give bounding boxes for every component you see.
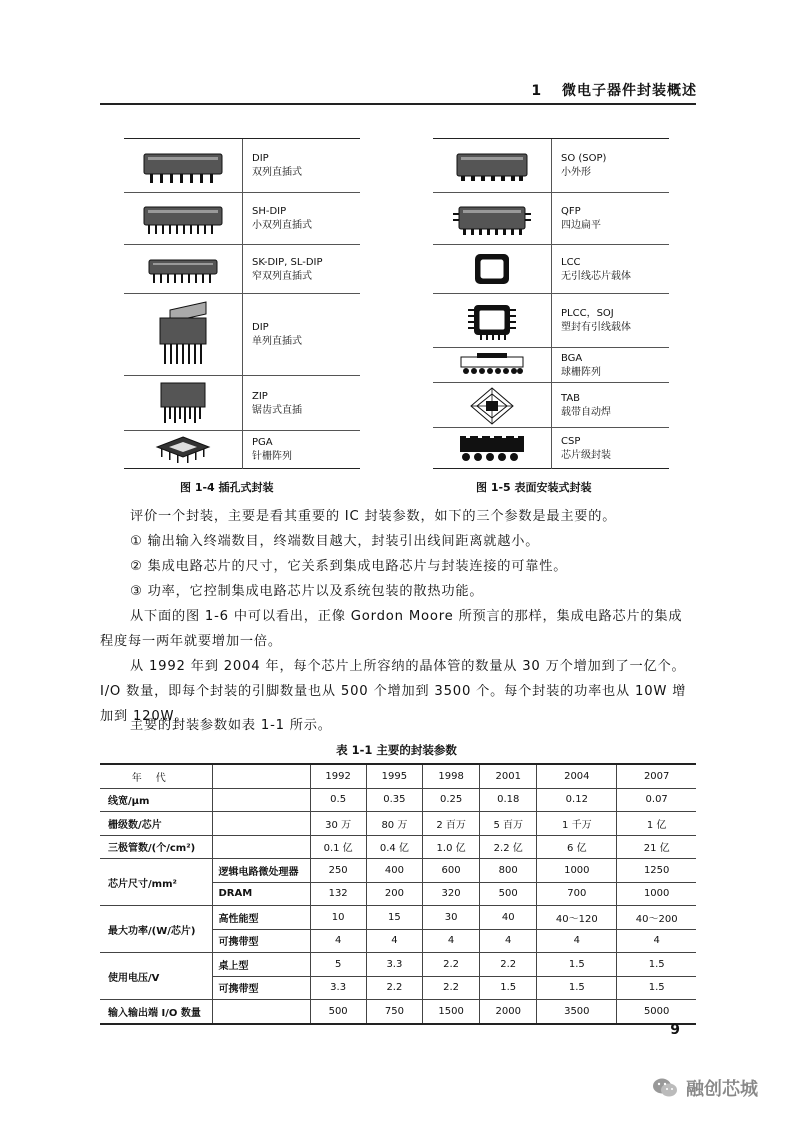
table-cell: 0.4 亿 [366,835,422,859]
row-sublabel: DRAM [212,882,310,906]
package-name: BGA [561,352,583,364]
table-cell: 4 [310,929,366,953]
package-name: CSP [561,435,581,447]
dip-chip-icon [124,139,243,192]
table-cell: 0.25 [423,788,480,812]
sip-chip-icon [124,294,243,376]
package-desc: 窄双列直插式 [252,270,312,282]
package-name: TAB [561,392,581,404]
body-paragraph: I/O 数量，即每个封装的引脚数量也从 500 个增加到 3500 个。每个封装的功率也从 10W 增 [100,684,687,699]
watermark [652,1075,758,1101]
package-desc: 球栅阵列 [561,366,601,378]
row-sublabel: 高性能型 [212,906,310,930]
package-row [433,347,669,383]
table-cell: 320 [423,882,480,906]
table-cell: 0.07 [617,788,696,812]
wechat-icon [652,1077,678,1099]
plcc-chip-icon [433,294,552,348]
package-parameters-table [100,763,696,1025]
row-label: 芯片尺寸/mm² [100,859,212,906]
table-cell: 250 [310,859,366,883]
table-cell: 2000 [480,1000,537,1024]
table-cell: 800 [480,859,537,883]
table-row [100,859,696,883]
package-desc: 四边扁平 [561,220,601,231]
package-row [124,375,360,431]
chapter-number: 1 [531,83,543,99]
package-row [433,427,669,469]
year-header: 2007 [617,764,696,788]
table-cell: 3.3 [366,953,422,977]
body-paragraph: 程度每一两年就要增加一倍。 [100,634,282,649]
package-desc: 载带自动焊 [561,406,611,418]
table-cell: 1.0 亿 [423,835,480,859]
package-desc: 芯片级封装 [561,449,611,461]
sop-chip-icon [433,139,552,192]
chapter-title: 微电子器件封装概述 [562,83,697,99]
table-cell: 0.5 [310,788,366,812]
table-cell: 15 [366,906,422,930]
header-blank [212,764,310,788]
year-header: 2004 [537,764,617,788]
table-cell: 3500 [537,1000,617,1024]
table-cell: 600 [423,859,480,883]
table-cell: 6 亿 [537,835,617,859]
table-cell: 750 [366,1000,422,1024]
sh-dip-chip-icon [124,193,243,245]
table-row [100,788,696,812]
table-cell: 4 [617,929,696,953]
row-label: 输入输出端 I/O 数量 [100,1000,212,1024]
table-cell: 1.5 [617,953,696,977]
running-header [531,80,697,100]
package-row [124,430,360,469]
package-name: SK-DIP, SL-DIP [252,256,323,268]
body-paragraph: 从 1992 年到 2004 年，每个芯片上所容纳的晶体管的数量从 30 万个增加到了一亿个。 [130,659,686,674]
table-cell: 30 [423,906,480,930]
figure-1-4-caption: 图 1-4 插孔式封装 [180,481,274,494]
table-row [100,906,696,930]
package-desc: 塑封有引线载体 [561,322,631,333]
table-cell: 21 亿 [617,835,696,859]
bga-chip-icon [433,348,552,383]
table-cell: 40～200 [617,906,696,930]
table-cell: 700 [537,882,617,906]
table-row [100,835,696,859]
zip-chip-icon [124,376,243,431]
table-cell: 2 百万 [423,812,480,836]
row-sublabel: 可携带型 [212,976,310,1000]
table-cell: 0.35 [366,788,422,812]
table-cell: 400 [366,859,422,883]
package-row [433,293,669,348]
body-paragraph: 主要的封装参数如表 1-1 所示。 [130,718,332,733]
table-cell: 4 [537,929,617,953]
package-desc: 针栅阵列 [252,451,292,462]
table-cell: 5000 [617,1000,696,1024]
package-desc: 双列直插式 [252,166,302,178]
header-label: 年代 [100,764,212,788]
csp-chip-icon [433,428,552,469]
qfp-chip-icon [433,193,552,245]
table-cell: 1250 [617,859,696,883]
table-cell: 5 [310,953,366,977]
table-cell: 500 [480,882,537,906]
table-cell: 1.5 [537,976,617,1000]
year-header: 1992 [310,764,366,788]
package-desc: 无引线芯片载体 [561,270,631,282]
table-cell: 1 千万 [537,812,617,836]
page-number: 9 [670,1022,680,1038]
figure-1-5-caption: 图 1-5 表面安装式封装 [476,481,592,494]
package-name: QFP [561,206,581,217]
table-cell: 1500 [423,1000,480,1024]
row-sublabel: 逻辑电路微处理器 [212,859,310,883]
package-desc: 锯齿式直插 [252,404,302,416]
table-cell: 1 亿 [617,812,696,836]
package-name: SH-DIP [252,206,287,217]
table-cell: 4 [423,929,480,953]
row-sublabel: 桌上型 [212,953,310,977]
table-cell: 132 [310,882,366,906]
package-row [433,244,669,294]
row-sublabel [212,812,310,836]
table-cell: 1000 [617,882,696,906]
body-list-item: ② 集成电路芯片的尺寸，它关系到集成电路芯片与封装连接的可靠性。 [130,559,568,574]
table-cell: 80 万 [366,812,422,836]
table-row [100,1000,696,1024]
row-sublabel: 可携带型 [212,929,310,953]
package-desc: 小外形 [561,166,591,178]
package-name: PGA [252,437,273,448]
package-row [433,139,669,192]
year-header: 1998 [423,764,480,788]
package-row [124,293,360,376]
table-cell: 1.5 [537,953,617,977]
header-rule [100,103,696,105]
sk-dip-chip-icon [124,245,243,294]
body-paragraph: 加到 120W。 [100,709,189,724]
table-caption: 表 1-1 主要的封装参数 [336,743,457,757]
pga-chip-icon [124,431,243,469]
table-cell: 4 [480,929,537,953]
row-sublabel [212,788,310,812]
table-cell: 40～120 [537,906,617,930]
table-cell: 1.5 [617,976,696,1000]
package-row [433,382,669,428]
table-row [100,812,696,836]
package-row [433,192,669,245]
row-label: 使用电压/V [100,953,212,1000]
package-name: SO (SOP) [561,152,607,164]
body-list-item: ③ 功率，它控制集成电路芯片以及系统包装的散热功能。 [130,584,484,599]
row-label: 栅级数/芯片 [100,812,212,836]
row-sublabel [212,835,310,859]
package-name: DIP [252,152,269,164]
table-header-row [100,764,696,788]
table-cell: 2.2 [423,953,480,977]
table-cell: 2.2 [480,953,537,977]
body-list-item: ① 输出输入终端数目，终端数目越大，封装引出线间距离就越小。 [130,534,540,549]
year-header: 2001 [480,764,537,788]
table-cell: 1.5 [480,976,537,1000]
table-cell: 0.1 亿 [310,835,366,859]
row-label: 线宽/μm [100,788,212,812]
table-cell: 200 [366,882,422,906]
body-paragraph: 评价一个封装，主要是看其重要的 IC 封装参数，如下的三个参数是最主要的。 [130,509,617,524]
table-cell: 30 万 [310,812,366,836]
package-desc: 单列直插式 [252,336,302,347]
package-name: DIP [252,322,269,333]
table-cell: 40 [480,906,537,930]
figure-1-4-table [124,138,360,469]
row-sublabel [212,1000,310,1024]
tab-chip-icon [433,383,552,428]
table-cell: 3.3 [310,976,366,1000]
package-name: PLCC，SOJ [561,308,614,319]
row-label: 三极管数/(个/cm²) [100,835,212,859]
figure-1-5-table [433,138,669,469]
table-cell: 2.2 [423,976,480,1000]
package-name: LCC [561,256,581,268]
package-desc: 小双列直插式 [252,220,312,231]
row-label: 最大功率/(W/芯片) [100,906,212,953]
table-cell: 10 [310,906,366,930]
table-cell: 0.12 [537,788,617,812]
table-cell: 1000 [537,859,617,883]
body-paragraph: 从下面的图 1-6 中可以看出，正像 Gordon Moore 所预言的那样，集成电路芯片的集成 [130,609,683,624]
table-cell: 4 [366,929,422,953]
watermark-text: 融创芯城 [686,1079,758,1100]
lcc-chip-icon [433,245,552,294]
table-cell: 2.2 [366,976,422,1000]
package-row [124,192,360,245]
table-row [100,953,696,977]
table-cell: 500 [310,1000,366,1024]
table-cell: 5 百万 [480,812,537,836]
package-name: ZIP [252,390,268,402]
year-header: 1995 [366,764,422,788]
package-row [124,244,360,294]
table-cell: 2.2 亿 [480,835,537,859]
package-row [124,139,360,192]
table-cell: 0.18 [480,788,537,812]
